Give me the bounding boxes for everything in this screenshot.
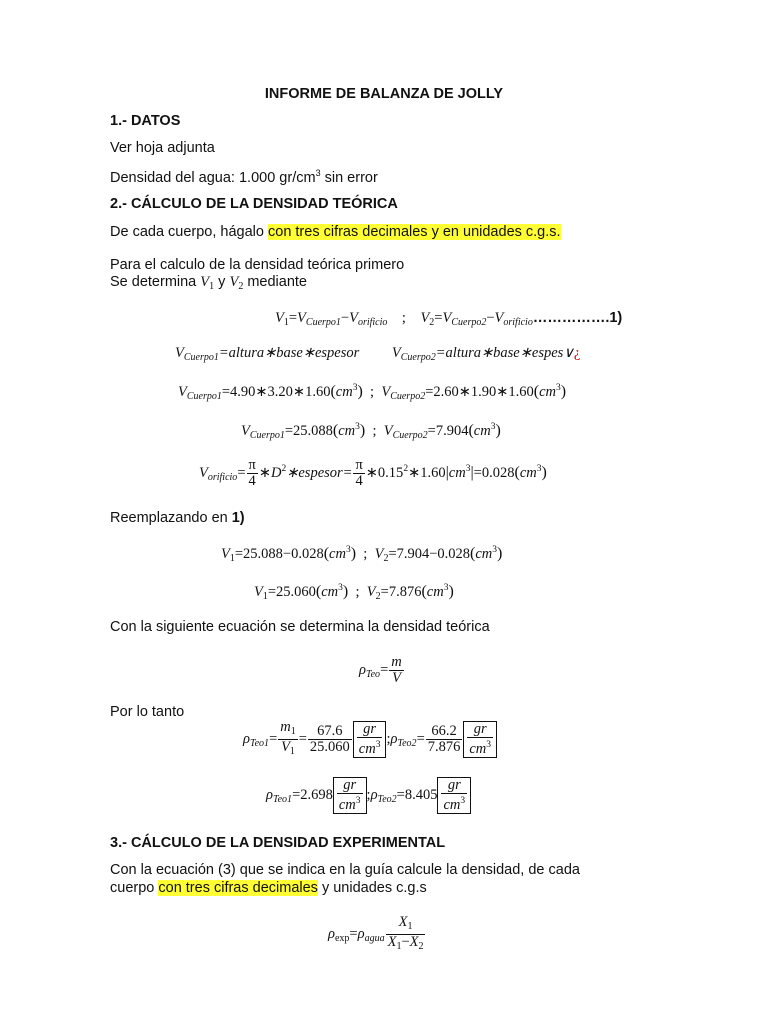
rho-results: $\rho_{Teo1}=2.698$ $\frac{gr}{cm^3}$ $;\rho_{Teo2}=8.405$ $\frac{gr}{cm^3}$ xyxy=(266,777,471,814)
experimental-line-2: cuerpo con tres cifras decimales y unidades c.g.s xyxy=(110,880,427,896)
section-3-heading: 3.- CÁLCULO DE LA DENSIDAD EXPERIMENTAL xyxy=(110,835,446,851)
v-substitution: $V_1=25.088-0.028(cm^3)$ ; $V_2=7.904-0.028(cm^3)$ xyxy=(221,545,503,564)
reemplazando-line: Reemplazando en 1) xyxy=(110,510,245,526)
rho-exp-formula: $\rho_{exp}=\rho_{agua}$ $\frac{X_1}{X_1-X_2}$ xyxy=(328,914,424,952)
equation-1: $V_1=V_{Cuerpo1}-V_{orificio}$ ; $V_2=V_{Cuerpo2}-V_{orificio}\dots\dots\dots\dots\dots.1$) xyxy=(275,310,623,328)
teorica-para-1: Para el calculo de la densidad teórica primero xyxy=(110,257,405,273)
volume-results: $V_{Cuerpo1}=25.088(cm^3)$ ; $V_{Cuerpo2}=7.904(cm^3)$ xyxy=(241,422,501,441)
volume-numeric: $V_{Cuerpo1}=4.90∗3.20∗1.60(cm^3)$ ; $V_{Cuerpo2}=2.60∗1.90∗1.60(cm^3)$ xyxy=(178,383,567,402)
section-2-intro: De cada cuerpo, hágalo con tres cifras decimales y en unidades c.g.s. xyxy=(110,224,561,240)
section-1-heading: 1.- DATOS xyxy=(110,113,181,129)
experimental-line-1: Con la ecuación (3) que se indica en la guía calcule la densidad, de cada xyxy=(110,862,580,878)
rho-calc: $\rho_{Teo1}=$ $\frac{m_1}{V_1}$ = $\frac{67.6}{25.060}$ $\frac{gr}{cm^3}$ $;\rho_{Teo2}=$ $\frac{66.2}{7.876}$ $\frac{gr}{cm^3}$ xyxy=(243,720,497,759)
datos-line-1: Ver hoja adjunta xyxy=(110,140,215,156)
teorica-para-2: Se determina $V_1$ y $V_2$ mediante xyxy=(110,274,307,292)
rho-teo-formula: $\rho_{Teo}=$ $\frac{m}{V}$ xyxy=(359,654,402,686)
v-results: $V_1=25.060(cm^3)$ ; $V_2=7.876(cm^3)$ xyxy=(254,583,454,602)
por-lo-tanto: Por lo tanto xyxy=(110,704,185,720)
datos-line-2: Densidad del agua: 1.000 $gr/cm^3$ sin error xyxy=(110,168,378,186)
section-2-heading: 2.- CÁLCULO DE LA DENSIDAD TEÓRICA xyxy=(110,196,398,212)
volume-formula: $V_{Cuerpo1}=altura∗base∗espesor$ $V_{Cuerpo2}=altura∗base∗espes\vee¿$ xyxy=(175,345,581,363)
page-title: INFORME DE BALANZA DE JOLLY xyxy=(264,86,504,102)
densidad-intro: Con la siguiente ecuación se determina la densidad teórica xyxy=(110,619,490,635)
volume-orificio: $V_{orificio}=$ $\frac{\pi}{4}$ $∗D^2∗espesor=$ $\frac{\pi}{4}$ $∗0.15^2∗1.60|cm^3|=0.028(cm^3)$ xyxy=(199,457,547,489)
